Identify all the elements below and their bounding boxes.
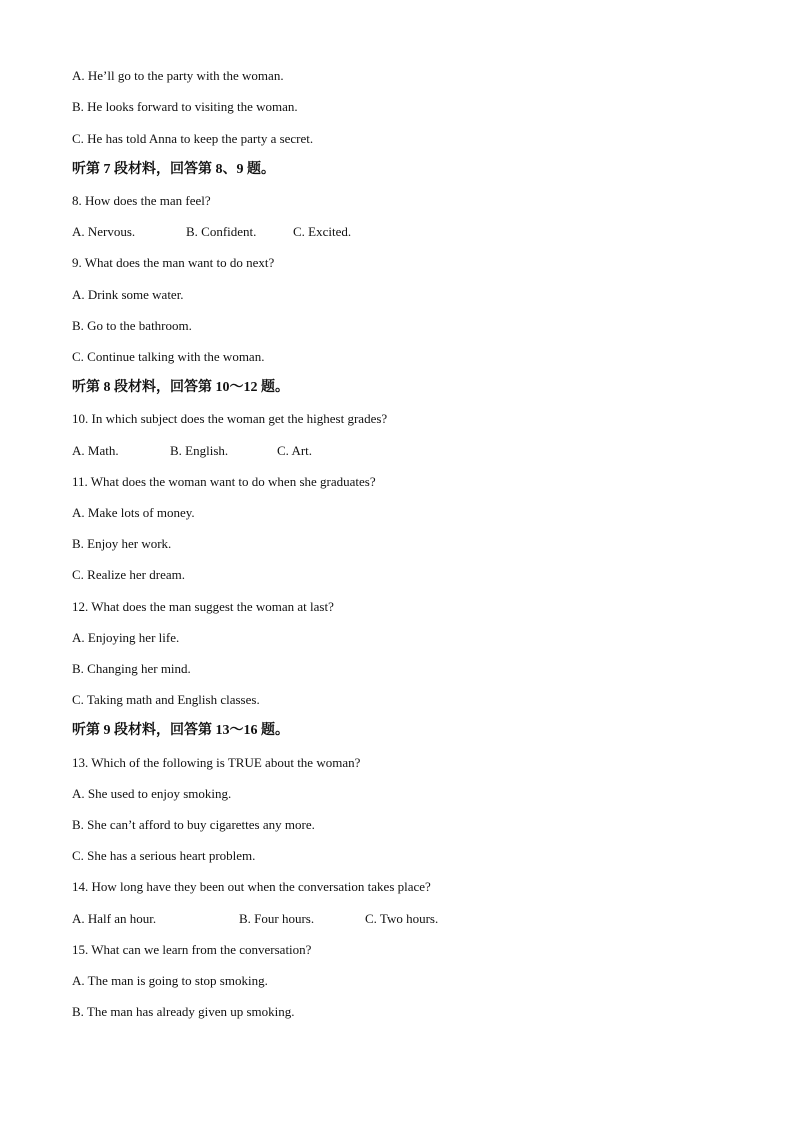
q15-option-a: A. The man is going to stop smoking. bbox=[72, 973, 268, 988]
q9-question: 9. What does the man want to do next? bbox=[72, 255, 275, 270]
q14-option-b: B. Four hours. bbox=[239, 911, 315, 926]
section-heading-9: 听第 9 段材料，回答第 13～16 题。 bbox=[72, 723, 289, 738]
q15-option-b: B. The man has already given up smoking. bbox=[72, 1004, 295, 1019]
q7-option-b: B. He looks forward to visiting the woman. bbox=[72, 99, 298, 114]
q9-option-c: C. Continue talking with the woman. bbox=[72, 349, 265, 364]
q10-option-c: C. Art. bbox=[277, 443, 313, 458]
q11-option-a: A. Make lots of money. bbox=[72, 505, 195, 520]
q15-question: 15. What can we learn from the conversation? bbox=[72, 942, 312, 957]
q10-option-a: A. Math. bbox=[72, 443, 119, 458]
section-heading-8: 听第 8 段材料，回答第 10～12 题。 bbox=[72, 380, 289, 395]
q14-question: 14. How long have they been out when the conversation takes place? bbox=[72, 879, 431, 894]
q12-question: 12. What does the man suggest the woman at last? bbox=[72, 599, 334, 614]
q13-question: 13. Which of the following is TRUE about the woman? bbox=[72, 755, 361, 770]
q12-option-b: B. Changing her mind. bbox=[72, 661, 191, 676]
q7-option-a: A. He’ll go to the party with the woman. bbox=[72, 68, 284, 83]
q12-option-a: A. Enjoying her life. bbox=[72, 630, 180, 645]
q8-option-c: C. Excited. bbox=[293, 224, 352, 239]
q12-option-c: C. Taking math and English classes. bbox=[72, 692, 260, 707]
q11-option-b: B. Enjoy her work. bbox=[72, 536, 172, 551]
q10-question: 10. In which subject does the woman get the highest grades? bbox=[72, 411, 388, 426]
q9-option-b: B. Go to the bathroom. bbox=[72, 318, 192, 333]
q14-option-c: C. Two hours. bbox=[365, 911, 439, 926]
q13-option-b: B. She can’t afford to buy cigarettes any more. bbox=[72, 817, 315, 832]
q8-question: 8. How does the man feel? bbox=[72, 193, 211, 208]
q13-option-a: A. She used to enjoy smoking. bbox=[72, 786, 232, 801]
q7-option-c: C. He has told Anna to keep the party a secret. bbox=[72, 131, 314, 146]
section-heading-7: 听第 7 段材料，回答第 8、9 题。 bbox=[72, 162, 275, 177]
q11-question: 11. What does the woman want to do when she graduates? bbox=[72, 474, 376, 489]
q9-option-a: A. Drink some water. bbox=[72, 287, 184, 302]
q13-option-c: C. She has a serious heart problem. bbox=[72, 848, 256, 863]
q11-option-c: C. Realize her dream. bbox=[72, 567, 185, 582]
q10-option-b: B. English. bbox=[170, 443, 229, 458]
q8-option-a: A. Nervous. bbox=[72, 224, 136, 239]
q8-option-b: B. Confident. bbox=[186, 224, 257, 239]
q14-option-a: A. Half an hour. bbox=[72, 911, 157, 926]
